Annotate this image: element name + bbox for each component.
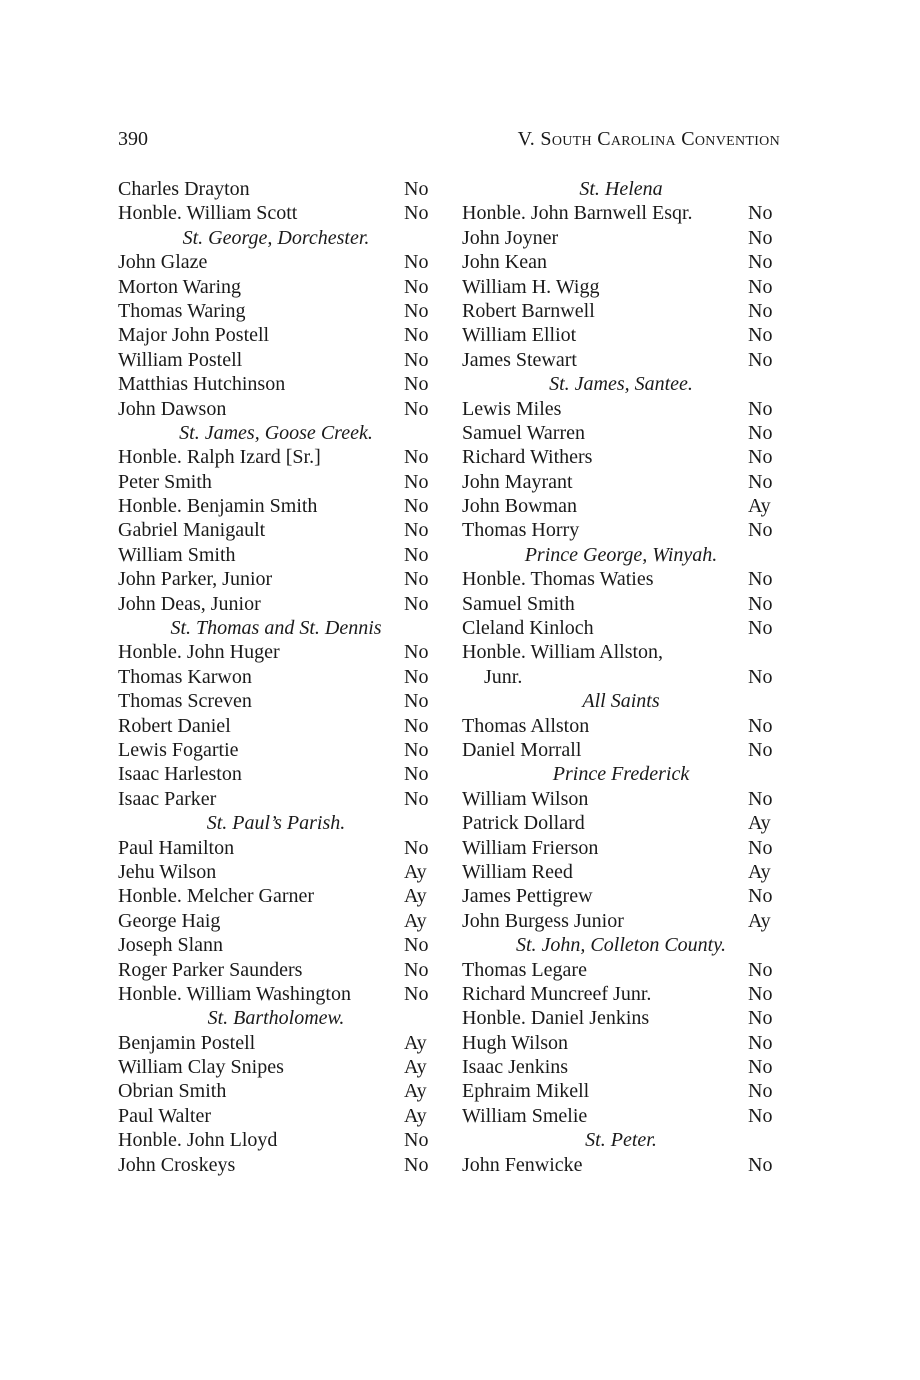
- delegate-row: [462, 836, 780, 860]
- delegate-row: [462, 738, 780, 762]
- delegate-row: [462, 640, 780, 664]
- delegate-name: Robert Barnwell: [462, 299, 595, 322]
- parish-heading: St. James, Goose Creek.: [179, 421, 373, 444]
- delegate-row: [462, 299, 780, 323]
- left-column: [118, 177, 434, 1177]
- delegate-row: [462, 787, 780, 811]
- delegate-name: Honble. William Washington: [118, 982, 351, 1005]
- delegate-row: [118, 372, 434, 396]
- delegate-name: Thomas Allston: [462, 714, 590, 737]
- delegate-name: John Kean: [462, 251, 547, 274]
- vote-value: No: [748, 836, 773, 859]
- delegate-name: Paul Hamilton: [118, 836, 235, 859]
- delegate-row: [462, 518, 780, 542]
- delegate-name: Honble. John Lloyd: [118, 1129, 278, 1152]
- delegate-row: [118, 787, 434, 811]
- parish-heading: St. George, Dorchester.: [182, 226, 370, 249]
- delegate-row: [462, 860, 780, 884]
- delegate-row: [462, 714, 780, 738]
- delegate-row: [118, 1128, 434, 1152]
- vote-value: No: [748, 714, 773, 737]
- delegate-row: [118, 543, 434, 567]
- vote-value: Ay: [404, 885, 427, 908]
- delegate-row: [462, 909, 780, 933]
- delegate-row: [462, 665, 780, 689]
- delegate-name: John Mayrant: [462, 470, 573, 493]
- delegate-row: [462, 348, 780, 372]
- delegate-name: James Stewart: [462, 348, 577, 371]
- delegate-row: [118, 982, 434, 1006]
- vote-value: No: [404, 543, 429, 566]
- delegate-row: [118, 884, 434, 908]
- delegate-name: Thomas Karwon: [118, 665, 252, 688]
- vote-value: No: [404, 982, 429, 1005]
- vote-value: No: [748, 1031, 773, 1054]
- delegate-row: [118, 397, 434, 421]
- delegate-row: [118, 1079, 434, 1103]
- vote-value: No: [404, 397, 429, 420]
- vote-value: Ay: [748, 860, 771, 883]
- parish-heading: Prince Frederick: [552, 763, 690, 786]
- delegate-name: Junr.: [484, 665, 523, 688]
- delegate-row: [118, 592, 434, 616]
- delegate-row: [118, 177, 434, 201]
- delegate-row: [462, 982, 780, 1006]
- delegate-name: Charles Drayton: [118, 178, 250, 200]
- delegate-name: William Smelie: [462, 1104, 588, 1127]
- delegate-name: Isaac Parker: [118, 787, 217, 810]
- parish-heading: St. Helena: [579, 178, 663, 200]
- delegate-name: Thomas Waring: [118, 299, 246, 322]
- vote-value: No: [404, 568, 429, 591]
- delegate-name: Thomas Screven: [118, 690, 252, 713]
- delegate-row: [118, 762, 434, 786]
- delegate-name: Benjamin Postell: [118, 1031, 256, 1054]
- vote-value: Ay: [404, 860, 427, 883]
- vote-value: Ay: [748, 495, 771, 518]
- delegate-row: [118, 958, 434, 982]
- delegate-name: Robert Daniel: [118, 714, 231, 737]
- vote-value: No: [404, 495, 429, 518]
- delegate-row: [118, 323, 434, 347]
- vote-value: No: [404, 299, 429, 322]
- delegate-name: John Joyner: [462, 226, 559, 249]
- vote-value: No: [748, 275, 773, 298]
- vote-value: No: [748, 202, 773, 225]
- delegate-row: [118, 567, 434, 591]
- delegate-row: [118, 1055, 434, 1079]
- delegate-name: Gabriel Manigault: [118, 519, 266, 542]
- parish-heading: St. Peter.: [585, 1129, 657, 1152]
- vote-value: No: [404, 738, 429, 761]
- parish-heading: St. James, Santee.: [549, 373, 693, 396]
- delegate-name: Patrick Dollard: [462, 812, 585, 835]
- vote-value: No: [748, 885, 773, 908]
- delegate-name: Lewis Miles: [462, 397, 562, 420]
- delegate-row: [462, 1153, 780, 1177]
- delegate-name: Isaac Harleston: [118, 763, 242, 786]
- delegate-row: [462, 323, 780, 347]
- delegate-name: William Reed: [462, 860, 573, 883]
- vote-value: No: [404, 641, 429, 664]
- delegate-row: [118, 275, 434, 299]
- delegate-name: Honble. William Allston,: [462, 641, 664, 664]
- delegate-name: Samuel Warren: [462, 421, 585, 444]
- vote-value: No: [748, 251, 773, 274]
- vote-value: No: [404, 665, 429, 688]
- delegate-name: John Burgess Junior: [462, 909, 624, 932]
- delegate-name: William H. Wigg: [462, 275, 600, 298]
- vote-value: No: [748, 787, 773, 810]
- delegate-name: Richard Muncreef Junr.: [462, 982, 652, 1005]
- vote-value: No: [404, 275, 429, 298]
- delegate-name: Matthias Hutchinson: [118, 373, 286, 396]
- vote-value: Ay: [404, 1031, 427, 1054]
- vote-value: No: [748, 592, 773, 615]
- vote-value: No: [404, 470, 429, 493]
- delegate-row: [462, 250, 780, 274]
- delegate-name: Honble. John Barnwell Esqr.: [462, 202, 693, 225]
- delegate-name: Cleland Kinloch: [462, 617, 594, 640]
- delegate-name: John Fenwicke: [462, 1153, 583, 1176]
- delegate-row: [118, 665, 434, 689]
- page-header: [118, 128, 780, 154]
- vote-value: Ay: [404, 909, 427, 932]
- right-column: [462, 177, 780, 1177]
- vote-value: No: [404, 1129, 429, 1152]
- vote-value: No: [748, 470, 773, 493]
- delegate-row: [118, 470, 434, 494]
- vote-value: No: [748, 519, 773, 542]
- vote-value: No: [748, 421, 773, 444]
- vote-value: No: [404, 178, 429, 200]
- vote-value: No: [404, 836, 429, 859]
- delegate-row: [118, 836, 434, 860]
- parish-heading: St. Thomas and St. Dennis: [170, 617, 382, 640]
- delegate-name: Thomas Legare: [462, 958, 587, 981]
- delegate-name: Major John Postell: [118, 324, 270, 347]
- delegate-row: [118, 348, 434, 372]
- vote-value: No: [748, 348, 773, 371]
- delegate-row: [118, 738, 434, 762]
- delegate-name: Ephraim Mikell: [462, 1080, 590, 1103]
- delegate-row: [118, 1153, 434, 1177]
- delegate-row: [462, 1079, 780, 1103]
- delegate-row: [118, 250, 434, 274]
- vote-value: No: [404, 251, 429, 274]
- vote-value: No: [748, 665, 773, 688]
- delegate-name: Obrian Smith: [118, 1080, 227, 1103]
- delegate-name: Honble. Thomas Waties: [462, 568, 654, 591]
- delegate-name: Lewis Fogartie: [118, 738, 239, 761]
- parish-heading: St. John, Colleton County.: [516, 934, 726, 957]
- delegate-name: Honble. John Huger: [118, 641, 280, 664]
- delegate-row: [118, 933, 434, 957]
- vote-value: No: [404, 592, 429, 615]
- vote-value: No: [404, 763, 429, 786]
- parish-heading: St. Bartholomew.: [207, 1007, 345, 1030]
- delegate-name: John Deas, Junior: [118, 592, 261, 615]
- vote-value: No: [404, 714, 429, 737]
- delegate-name: John Croskeys: [118, 1153, 236, 1176]
- vote-value: No: [748, 1104, 773, 1127]
- parish-heading: St. Paul’s Parish.: [206, 812, 346, 835]
- vote-value: No: [404, 519, 429, 542]
- vote-value: No: [748, 568, 773, 591]
- delegate-row: [462, 1006, 780, 1030]
- delegate-name: Peter Smith: [118, 470, 212, 493]
- vote-value: No: [748, 617, 773, 640]
- delegate-row: [118, 640, 434, 664]
- vote-value: No: [404, 373, 429, 396]
- delegate-name: Honble. Daniel Jenkins: [462, 1007, 650, 1030]
- page-number: 390: [118, 128, 148, 150]
- vote-value: No: [748, 982, 773, 1005]
- delegate-name: Paul Walter: [118, 1104, 211, 1127]
- delegate-name: Honble. Ralph Izard [Sr.]: [118, 446, 321, 469]
- vote-value: No: [748, 397, 773, 420]
- delegate-name: William Postell: [118, 348, 243, 371]
- delegate-row: [462, 592, 780, 616]
- delegate-name: Samuel Smith: [462, 592, 575, 615]
- delegate-row: [462, 470, 780, 494]
- delegate-row: [462, 397, 780, 421]
- delegate-row: [462, 958, 780, 982]
- delegate-name: John Glaze: [118, 251, 208, 274]
- delegate-row: [462, 421, 780, 445]
- vote-value: Ay: [404, 1056, 427, 1079]
- vote-value: Ay: [404, 1104, 427, 1127]
- delegate-name: William Smith: [118, 543, 236, 566]
- delegate-name: George Haig: [118, 909, 221, 932]
- vote-value: No: [404, 690, 429, 713]
- parish-heading: Prince George, Winyah.: [524, 543, 718, 566]
- delegate-name: Morton Waring: [118, 275, 242, 298]
- vote-value: No: [748, 446, 773, 469]
- delegate-row: [118, 299, 434, 323]
- delegate-name: James Pettigrew: [462, 885, 593, 908]
- delegate-name: Roger Parker Saunders: [118, 958, 303, 981]
- delegate-row: [118, 494, 434, 518]
- delegate-row: [118, 445, 434, 469]
- delegate-name: William Frierson: [462, 836, 599, 859]
- delegate-name: William Clay Snipes: [118, 1056, 284, 1079]
- delegate-row: [462, 1104, 780, 1128]
- parish-heading: All Saints: [582, 690, 660, 713]
- delegate-row: [462, 884, 780, 908]
- running-head: V. South Carolina Convention: [517, 128, 780, 150]
- delegate-name: William Wilson: [462, 787, 589, 810]
- vote-value: No: [404, 202, 429, 225]
- vote-value: No: [404, 958, 429, 981]
- vote-value: No: [748, 1056, 773, 1079]
- delegate-name: Hugh Wilson: [462, 1031, 569, 1054]
- delegate-row: [118, 909, 434, 933]
- vote-value: No: [748, 738, 773, 761]
- vote-value: Ay: [404, 1080, 427, 1103]
- vote-value: No: [748, 1080, 773, 1103]
- delegate-row: [462, 275, 780, 299]
- vote-value: No: [748, 1007, 773, 1030]
- vote-value: Ay: [748, 909, 771, 932]
- delegate-name: Richard Withers: [462, 446, 593, 469]
- vote-value: No: [404, 934, 429, 957]
- delegate-row: [118, 1104, 434, 1128]
- vote-value: No: [404, 348, 429, 371]
- delegate-row: [462, 567, 780, 591]
- vote-value: No: [404, 324, 429, 347]
- delegate-row: [462, 494, 780, 518]
- delegate-name: Jehu Wilson: [118, 860, 217, 883]
- vote-value: No: [748, 226, 773, 249]
- delegate-name: John Bowman: [462, 495, 577, 518]
- delegate-name: Honble. Benjamin Smith: [118, 495, 318, 518]
- delegate-row: [118, 201, 434, 225]
- vote-value: Ay: [748, 812, 771, 835]
- delegate-row: [462, 1055, 780, 1079]
- delegate-name: John Dawson: [118, 397, 227, 420]
- vote-value: No: [748, 324, 773, 347]
- vote-value: No: [404, 1153, 429, 1176]
- delegate-row: [462, 811, 780, 835]
- delegate-name: Honble. William Scott: [118, 202, 298, 225]
- vote-value: No: [404, 787, 429, 810]
- vote-value: No: [748, 1153, 773, 1176]
- delegate-row: [462, 226, 780, 250]
- delegate-name: Honble. Melcher Garner: [118, 885, 315, 908]
- delegate-row: [118, 714, 434, 738]
- delegate-row: [462, 445, 780, 469]
- delegate-row: [118, 518, 434, 542]
- delegate-row: [462, 1031, 780, 1055]
- delegate-row: [462, 616, 780, 640]
- delegate-row: [462, 201, 780, 225]
- delegate-name: William Elliot: [462, 324, 577, 347]
- delegate-name: Joseph Slann: [118, 934, 223, 957]
- delegate-row: [118, 689, 434, 713]
- delegate-name: John Parker, Junior: [118, 568, 273, 591]
- delegate-row: [118, 1031, 434, 1055]
- vote-value: No: [748, 958, 773, 981]
- vote-value: No: [404, 446, 429, 469]
- delegate-name: Isaac Jenkins: [462, 1056, 569, 1079]
- vote-value: No: [748, 299, 773, 322]
- delegate-name: Daniel Morrall: [462, 738, 582, 761]
- delegate-row: [118, 860, 434, 884]
- delegate-name: Thomas Horry: [462, 519, 580, 542]
